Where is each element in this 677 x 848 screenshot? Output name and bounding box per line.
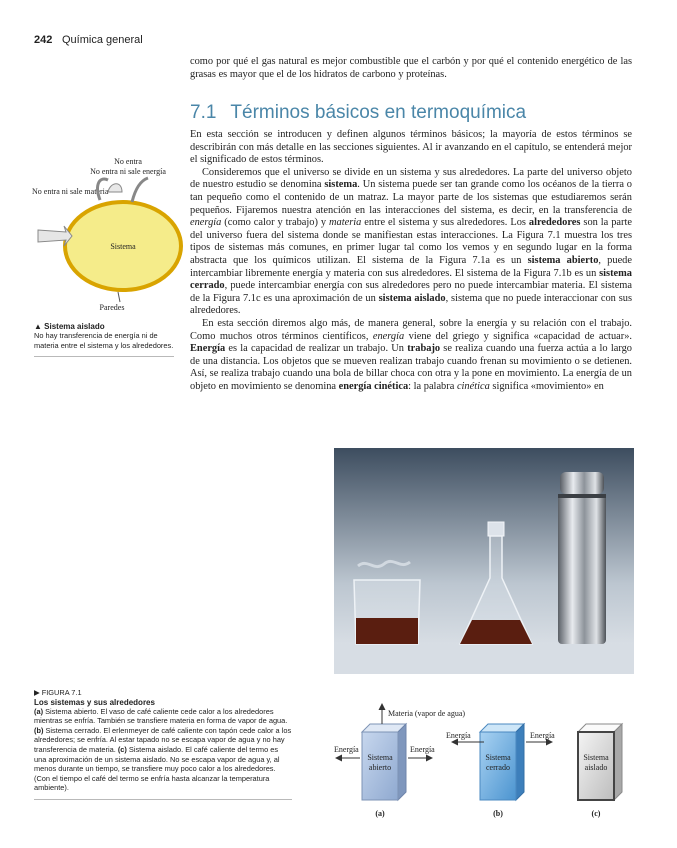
systems-diagram <box>334 702 634 824</box>
box-open-system <box>362 724 406 800</box>
section-title: Términos básicos en termoquímica <box>230 102 527 123</box>
svg-text:aislado: aislado <box>584 763 608 772</box>
tag-c: (c) <box>591 809 601 818</box>
no-energy-label: No entra ni sale energía <box>90 167 166 176</box>
svg-text:Sistema: Sistema <box>583 753 609 762</box>
energy-label-b-right: Energía <box>530 731 555 740</box>
walls-label: Paredes <box>99 303 125 312</box>
energy-label-a-right: Energía <box>410 745 435 754</box>
box-isolated-system <box>578 724 622 800</box>
section-number: 7.1 <box>190 102 217 123</box>
walls-pointer <box>118 292 120 302</box>
no-matter-label: No entra ni sale materia <box>32 187 109 196</box>
paragraph-3: En esta sección diremos algo más, de manera general, sobre la energía y su relación con el trabajo. Como muchos otros términos científicos, energía viene del griego y significa «capacidad de actuar». Energía es la capacidad de realizar un trabajo. Un trabajo se realiza cuando una fuerza actúa a lo largo de una distancia. Los objetos que se mueven realizan trabajo cuando frenan su movimiento o se detienen. Así, se realiza trabajo cuando una bola de billar choca con otra y la pone en movimiento. La energía de un objeto en movimiento se denomina energía cinética: la palabra cinética significa «movimiento» en <box>190 317 633 392</box>
section-heading <box>190 102 526 124</box>
running-head: Química general <box>62 34 143 46</box>
no-energy-label-line1: No entra <box>114 157 142 166</box>
figure-caption <box>34 688 292 800</box>
svg-text:cerrado: cerrado <box>486 763 510 772</box>
matter-arrow <box>38 226 72 246</box>
side-caption <box>34 322 174 357</box>
paragraph-1: En esta sección se introducen y definen algunos términos básicos; la mayoría de estos términos se describirán con más detalle en las secciones siguientes. Al ir avanzando en el capítulo, se entenderá mejor el significado de estos términos. <box>190 129 632 166</box>
matter-label: Materia (vapor de agua) <box>388 709 466 718</box>
figure-label: ▶ FIGURA 7.1 <box>34 688 82 697</box>
figure-caption-text: (a) Sistema abierto. El vaso de café caliente cede calor a los alrededores mientras se enfría. También se transfiere materia en forma de vapor de agua. (b) Sistema cerrado. El erlenmeyer de café caliente con tapón cede calor a los alrededores; se enfría. Al estar tapado no se escapa vapor de agua y no hay transferencia de materia. (c) Sistema aislado. El café caliente del termo es una aproximación de un sistema aislado. No se escapa vapor de agua y, al menos durante un tiempo, se transfiere muy poco calor a los alrededores. (Con el tiempo el café del termo se enfría hasta alcanzar la temperatura ambiente). <box>34 706 292 793</box>
svg-text:abierto: abierto <box>368 763 392 772</box>
energy-arrow-out <box>132 178 148 202</box>
side-caption-title: ▲ Sistema aislado <box>34 322 105 331</box>
figure-photo <box>334 448 634 674</box>
thermos <box>558 472 606 644</box>
energy-label-b-left: Energía <box>446 731 471 740</box>
main-text <box>190 129 632 393</box>
intro-paragraph: como por qué el gas natural es mejor combustible que el carbón y por qué el contenido energético de las grasas es mayor que el de los hidratos de carbono y proteínas. <box>190 56 632 80</box>
paragraph-2: Consideremos que el universo se divide en un sistema y sus alrededores. La parte del universo objeto de nuestro estudio se denomina sistema. Un sistema puede ser tan grande como los océanos de la tierra o tan pequeño como el contenido de un matraz. La mayor parte de los sistemas que estudiaremos serán pequeños. Fijaremos nuestra atención en las interacciones del sistema, es decir, en la transferencia de energía (como calor y trabajo) y materia entre el sistema y sus alrededores. Los alrededores son la parte del universo fuera del sistema donde se manifiestan estas interacciones. La Figura 7.1 muestra los tres tipos de sistemas más comunes, en primer lugar tal como los vemos y en segundo lugar en la forma abstracta que los químicos utilizan. El sistema de la Figura 7.1a es un sistema abierto, puede intercambiar libremente energía y materia con sus alrededores. El sistema de la Figura 7.1b es un sistema cerrado, puede intercambiar energía con sus alrededores pero no puede intercambiar materia. El sistema de la Figura 7.1c es una aproximación de un sistema aislado, sistema que no puede interaccionar con sus alrededores. <box>190 166 632 317</box>
side-caption-text: No hay transferencia de energía ni de materia entre el sistema y los alrededores. <box>34 331 174 350</box>
isolated-system-figure <box>30 150 190 312</box>
svg-text:Sistema: Sistema <box>367 753 393 762</box>
system-label: Sistema <box>110 242 136 251</box>
svg-text:Sistema: Sistema <box>485 753 511 762</box>
tag-a: (a) <box>375 809 385 818</box>
figure-title: Los sistemas y sus alrededores <box>34 697 155 707</box>
deflected-arrow-top <box>108 184 122 192</box>
box-closed-system <box>480 724 524 800</box>
energy-label-a-left: Energía <box>334 745 359 754</box>
page-number: 242 <box>34 34 53 46</box>
tag-b: (b) <box>493 809 503 818</box>
